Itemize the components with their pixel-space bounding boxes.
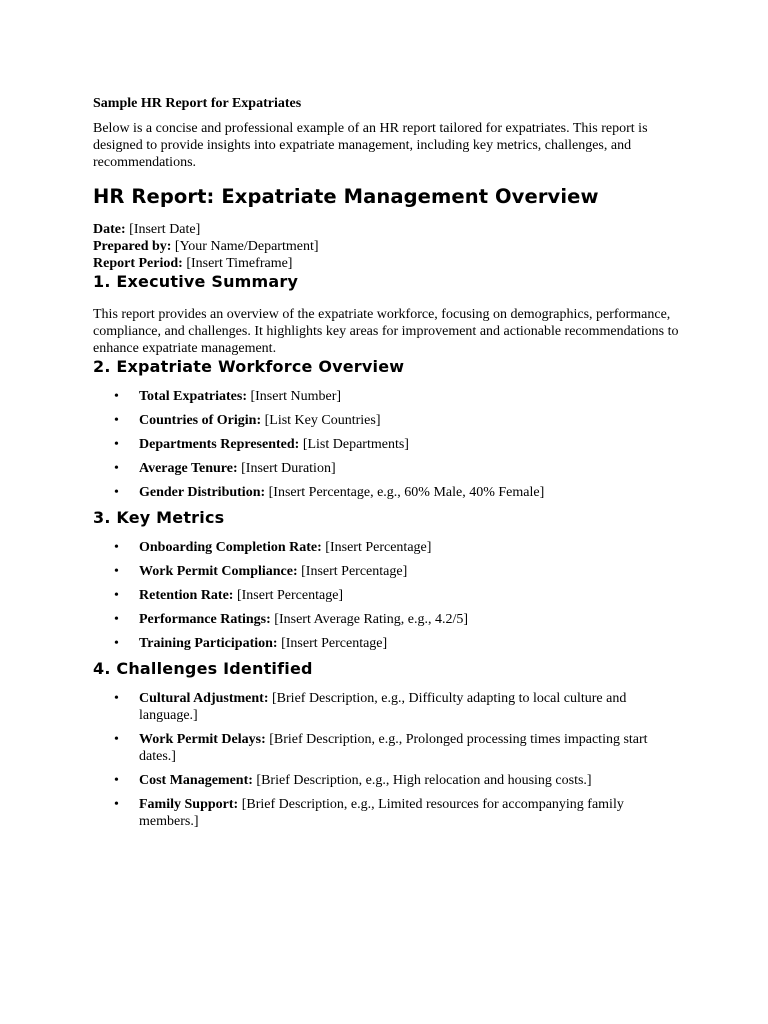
list-item-label: Average Tenure: — [139, 461, 238, 476]
list-item — [93, 563, 683, 580]
list-item-label: Work Permit Compliance: — [139, 564, 298, 579]
list-item-value: [Insert Percentage] — [233, 588, 344, 603]
list-item-label: Countries of Origin: — [139, 413, 262, 428]
meta-report-period-label: Report Period: — [93, 256, 183, 271]
list-item-value: [Brief Description, e.g., Difficulty adapting to local culture and language.] — [139, 691, 627, 723]
list-item-label: Retention Rate: — [139, 588, 234, 603]
list-item-value: [Insert Average Rating, e.g., 4.2/5] — [270, 612, 469, 627]
report-meta — [93, 221, 683, 272]
meta-date-label: Date: — [93, 222, 126, 237]
list-item-value: [List Departments] — [299, 437, 409, 452]
list-item-value: [Brief Description, e.g., Prolonged processing times impacting start dates.] — [139, 732, 648, 764]
list-item — [93, 587, 683, 604]
list-item — [93, 460, 683, 477]
list-item — [93, 611, 683, 628]
list-item-label: Cultural Adjustment: — [139, 691, 269, 706]
list-item-value: [Insert Percentage] — [321, 540, 432, 555]
meta-date — [93, 221, 683, 238]
list-item — [93, 436, 683, 453]
key-metrics-list — [93, 539, 683, 652]
list-item — [93, 635, 683, 652]
list-item-label: Work Permit Delays: — [139, 732, 266, 747]
workforce-overview-list — [93, 388, 683, 501]
list-item-value: [Insert Percentage, e.g., 60% Male, 40% Female] — [265, 485, 545, 500]
list-item-label: Onboarding Completion Rate: — [139, 540, 322, 555]
list-item-value: [Insert Number] — [246, 389, 342, 404]
list-item-value: [Insert Percentage] — [297, 564, 408, 579]
list-item-value: [Insert Duration] — [237, 461, 336, 476]
section-heading-workforce-overview: 2. Expatriate Workforce Overview — [93, 357, 405, 376]
list-item-value: [Brief Description, e.g., High relocation and housing costs.] — [252, 773, 592, 788]
list-item — [93, 484, 683, 501]
list-item-value: [Insert Percentage] — [277, 636, 388, 651]
list-item-value: [List Key Countries] — [261, 413, 381, 428]
list-item-label: Cost Management: — [139, 773, 253, 788]
list-item-label: Training Participation: — [139, 636, 278, 651]
meta-report-period — [93, 255, 683, 272]
list-item-label: Performance Ratings: — [139, 612, 271, 627]
section-heading-challenges: 4. Challenges Identified — [93, 659, 313, 678]
challenges-list — [93, 690, 683, 830]
list-item — [93, 412, 683, 429]
section-heading-executive-summary: 1. Executive Summary — [93, 272, 299, 291]
meta-prepared-by-value: [Your Name/Department] — [171, 239, 319, 254]
list-item — [93, 772, 683, 789]
intro-paragraph: Below is a concise and professional example of an HR report tailored for expatriates. This report is designed to provide insights into expatriate management, including key metrics, challenges, and recommendations. — [93, 121, 648, 170]
list-item — [93, 796, 683, 830]
list-item — [93, 731, 683, 765]
document-page — [93, 95, 683, 837]
meta-prepared-by-label: Prepared by: — [93, 239, 172, 254]
list-item — [93, 690, 683, 724]
list-item-label: Gender Distribution: — [139, 485, 266, 500]
list-item-label: Departments Represented: — [139, 437, 300, 452]
list-item-label: Total Expatriates: — [139, 389, 247, 404]
meta-prepared-by — [93, 238, 683, 255]
section-heading-key-metrics: 3. Key Metrics — [93, 508, 225, 527]
list-item — [93, 388, 683, 405]
executive-summary-text: This report provides an overview of the expatriate workforce, focusing on demographics, performance, compliance, and challenges. It highlights key areas for improvement and actionable recommendations to enhance expatriate management. — [93, 307, 679, 356]
list-item-label: Family Support: — [139, 797, 239, 812]
document-label: Sample HR Report for Expatriates — [93, 96, 302, 111]
list-item-value: [Brief Description, e.g., Limited resources for accompanying family members.] — [139, 797, 624, 829]
meta-report-period-value: [Insert Timeframe] — [182, 256, 293, 271]
list-item — [93, 539, 683, 556]
meta-date-value: [Insert Date] — [125, 222, 201, 237]
report-title: HR Report: Expatriate Management Overview — [93, 185, 599, 208]
